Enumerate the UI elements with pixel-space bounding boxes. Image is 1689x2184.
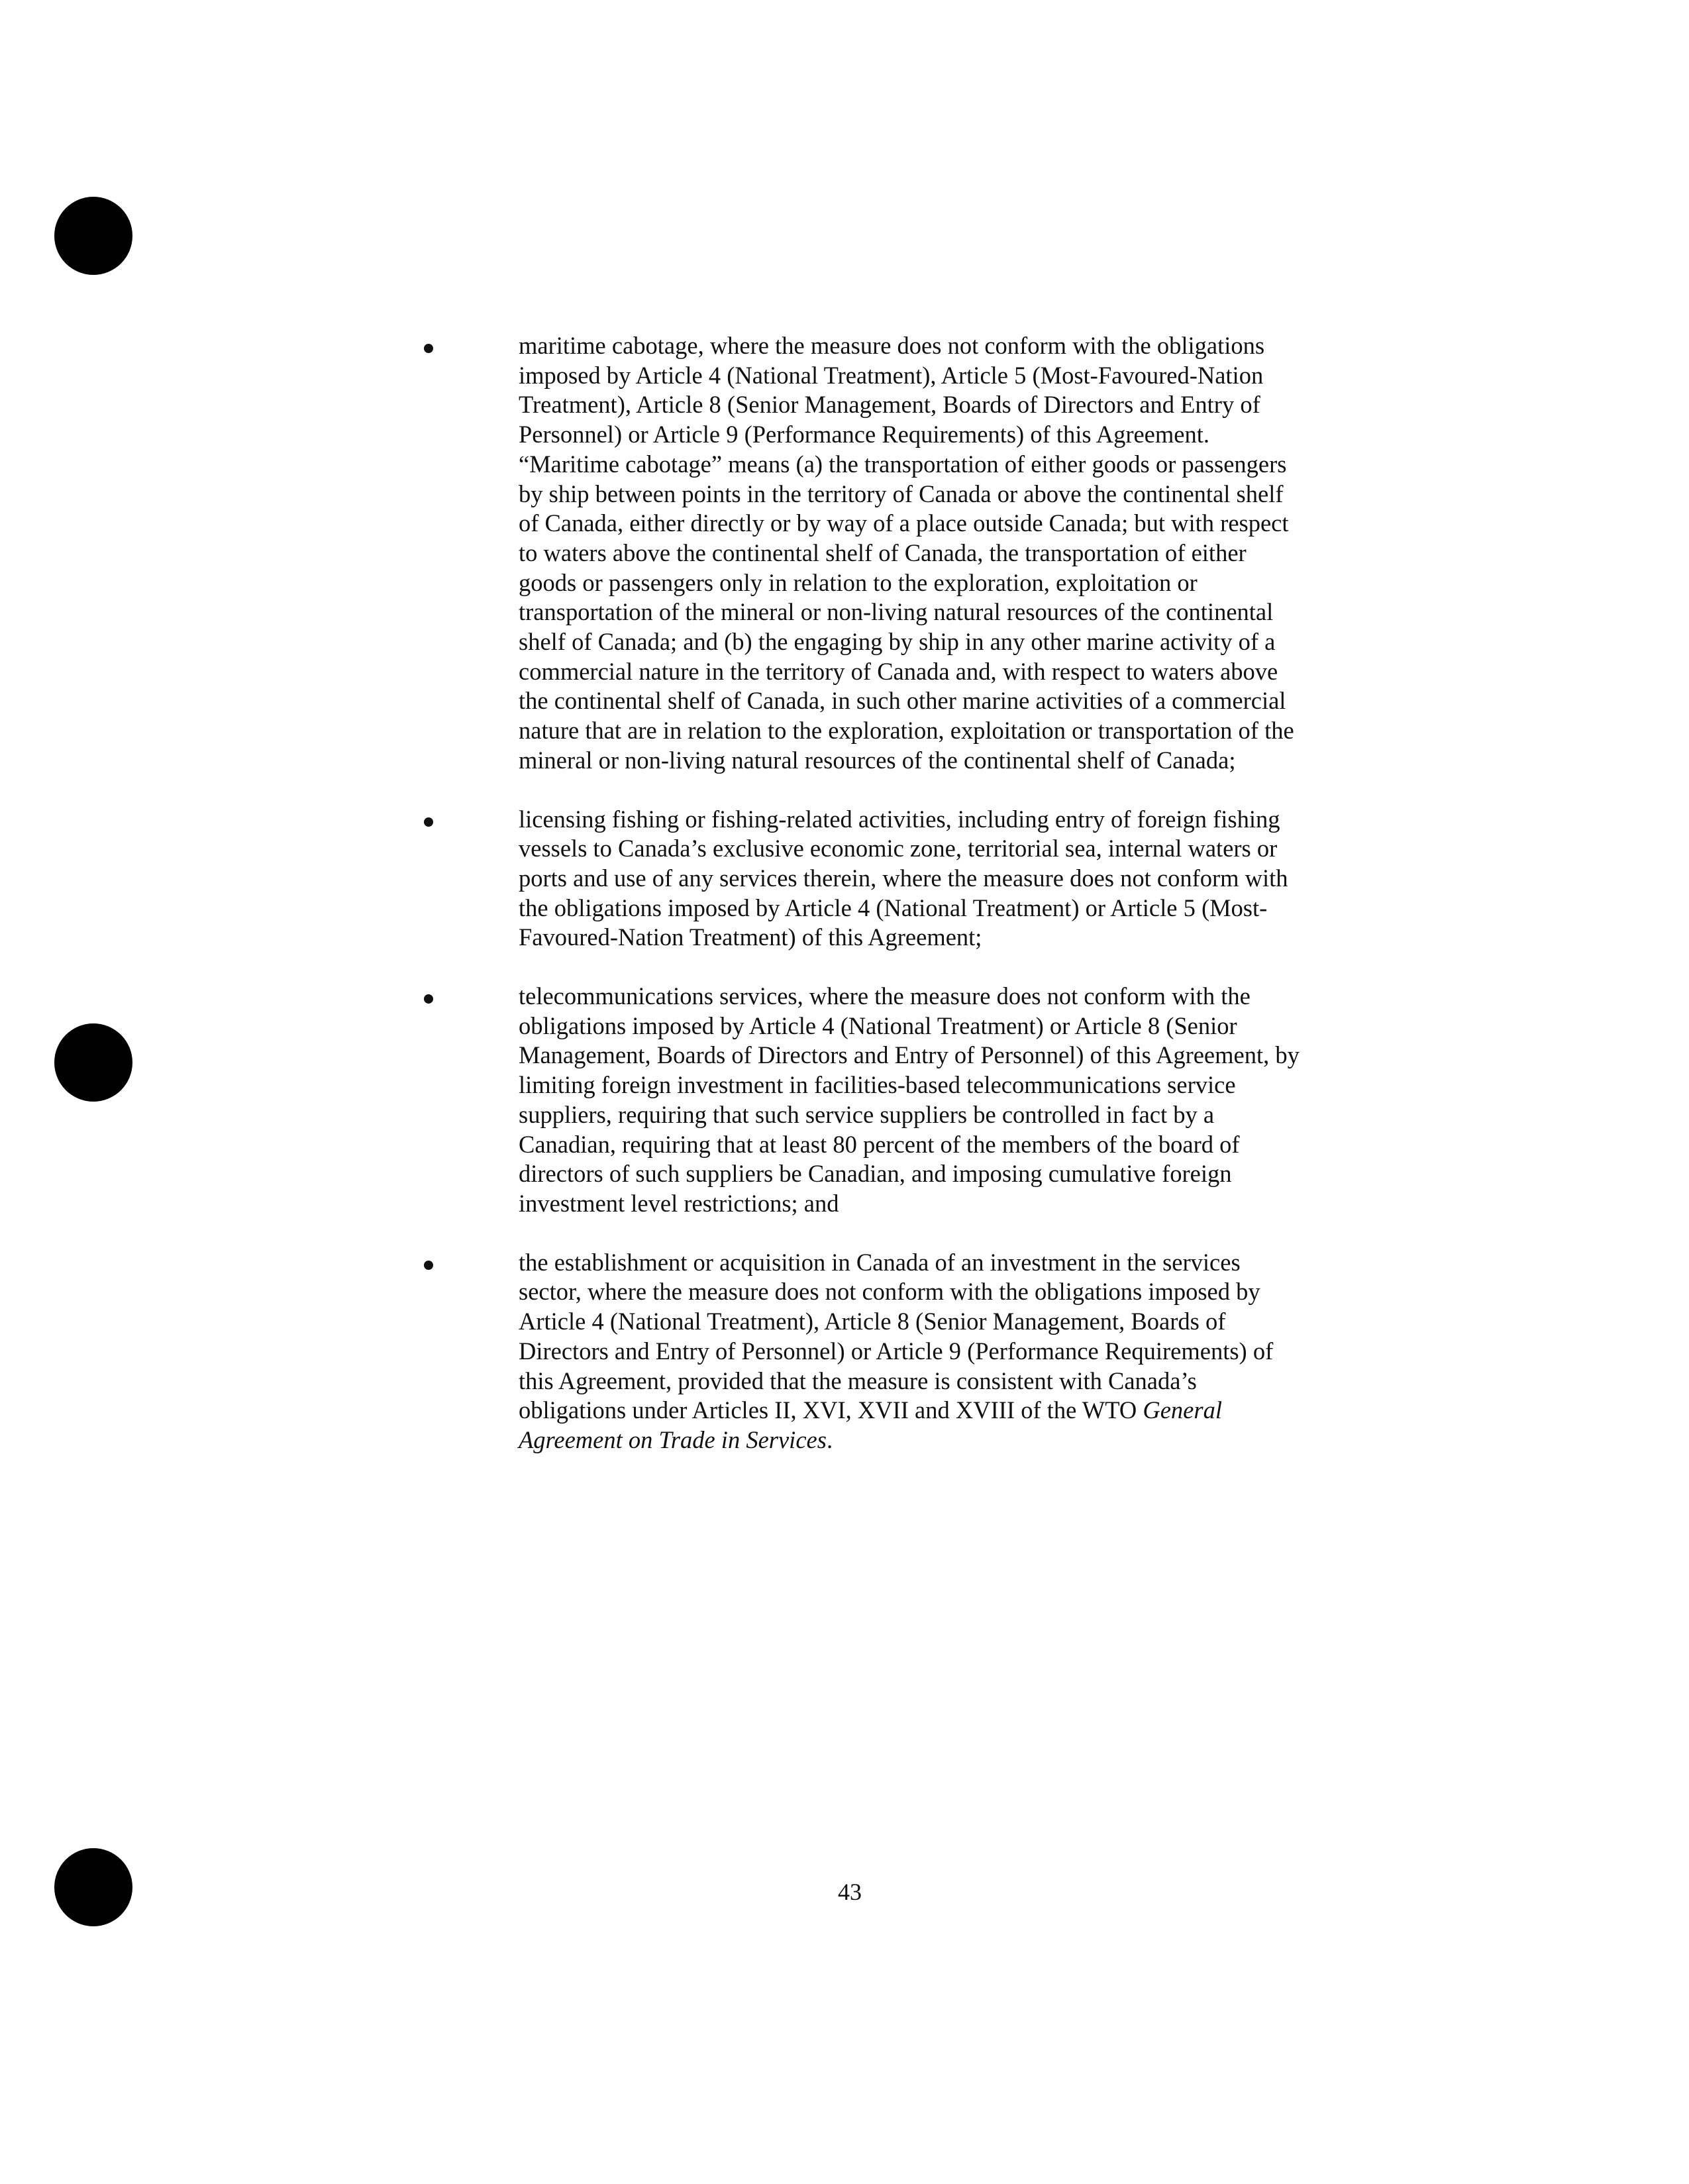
- text-line: of Canada, either directly or by way of a place outside Canada; but with respect: [519, 509, 1289, 537]
- punch-hole-top: [54, 197, 132, 275]
- text-line: ports and use of any services therein, where the measure does not conform with: [519, 864, 1288, 892]
- text-line: sector, where the measure does not conform with the obligations imposed by: [519, 1278, 1260, 1306]
- bullet-item-fishing-licensing: [424, 805, 1384, 953]
- bullet-dot-icon: [424, 1261, 433, 1270]
- text-line: mineral or non-living natural resources of the continental shelf of Canada;: [519, 746, 1236, 774]
- text-line: Article 4 (National Treatment), Article 8 (Senior Management, Boards of: [519, 1308, 1226, 1335]
- punch-hole-bottom: [54, 1848, 132, 1926]
- bullet-dot-icon: [424, 344, 433, 353]
- text-line: Canadian, requiring that at least 80 percent of the members of the board of: [519, 1130, 1240, 1158]
- text-line: Treatment), Article 8 (Senior Management, Boards of Directors and Entry of: [519, 391, 1260, 419]
- bullet-dot-icon: [424, 817, 433, 827]
- bullet-item-services-sector: [424, 1248, 1384, 1455]
- text-line: investment level restrictions; and: [519, 1189, 839, 1217]
- text-line: to waters above the continental shelf of Canada, the transportation of either: [519, 539, 1247, 566]
- text-line: [519, 1396, 1384, 1426]
- text-line: the obligations imposed by Article 4 (National Treatment) or Article 5 (Most-: [519, 894, 1268, 921]
- text-segment: obligations under Articles II, XVI, XVII and XVIII of the WTO: [519, 1396, 1137, 1424]
- bullet-item-telecommunications: [424, 982, 1384, 1219]
- text-line: licensing fishing or fishing-related activities, including entry of foreign fishing: [519, 805, 1280, 833]
- text-line: obligations imposed by Article 4 (National Treatment) or Article 8 (Senior: [519, 1012, 1237, 1039]
- punch-hole-middle: [54, 1023, 132, 1102]
- italic-title-part1: General: [1143, 1396, 1222, 1424]
- document-body: [424, 331, 1384, 1484]
- bullet-text: [519, 331, 1384, 776]
- italic-title-part2: Agreement on Trade in Services: [519, 1426, 827, 1453]
- text-line: Directors and Entry of Personnel) or Article 9 (Performance Requirements) of: [519, 1337, 1274, 1365]
- text-line: limiting foreign investment in facilities-based telecommunications service: [519, 1071, 1236, 1099]
- text-line: nature that are in relation to the exploration, exploitation or transportation of the: [519, 717, 1294, 745]
- text-line: shelf of Canada; and (b) the engaging by ship in any other marine activity of a: [519, 628, 1276, 656]
- text-line: [519, 1426, 1384, 1455]
- text-line: the establishment or acquisition in Canada of an investment in the services: [519, 1248, 1241, 1276]
- text-line: transportation of the mineral or non-living natural resources of the continental: [519, 598, 1274, 626]
- text-line: vessels to Canada’s exclusive economic zone, territorial sea, internal waters or: [519, 835, 1278, 862]
- bullet-item-maritime-cabotage: [424, 331, 1384, 776]
- text-line: goods or passengers only in relation to the exploration, exploitation or: [519, 568, 1198, 596]
- trailing-period: .: [826, 1426, 833, 1453]
- text-line: suppliers, requiring that such service suppliers be controlled in fact by a: [519, 1100, 1215, 1128]
- text-line: directors of such suppliers be Canadian, and imposing cumulative foreign: [519, 1160, 1232, 1188]
- text-line: Personnel) or Article 9 (Performance Requirements) of this Agreement.: [519, 421, 1209, 448]
- text-line: Favoured-Nation Treatment) of this Agreement;: [519, 923, 982, 951]
- text-line: imposed by Article 4 (National Treatment), Article 5 (Most-Favoured-Nation: [519, 361, 1264, 389]
- bullet-dot-icon: [424, 994, 433, 1004]
- text-line: telecommunications services, where the measure does not conform with the: [519, 982, 1251, 1010]
- text-line: commercial nature in the territory of Canada and, with respect to waters above: [519, 657, 1278, 685]
- text-line: by ship between points in the territory of Canada or above the continental shelf: [519, 480, 1284, 507]
- page-number: 43: [838, 1879, 862, 1905]
- text-line: maritime cabotage, where the measure does not conform with the obligations: [519, 332, 1265, 359]
- bullet-text: [519, 1248, 1384, 1455]
- text-line: Management, Boards of Directors and Entry of Personnel) of this Agreement, by: [519, 1041, 1300, 1069]
- bullet-text: [519, 805, 1384, 953]
- bullet-text: [519, 982, 1384, 1219]
- text-line: the continental shelf of Canada, in such other marine activities of a commercial: [519, 687, 1286, 715]
- text-line: “Maritime cabotage” means (a) the transportation of either goods or passengers: [519, 450, 1287, 478]
- text-line: this Agreement, provided that the measure is consistent with Canada’s: [519, 1367, 1197, 1394]
